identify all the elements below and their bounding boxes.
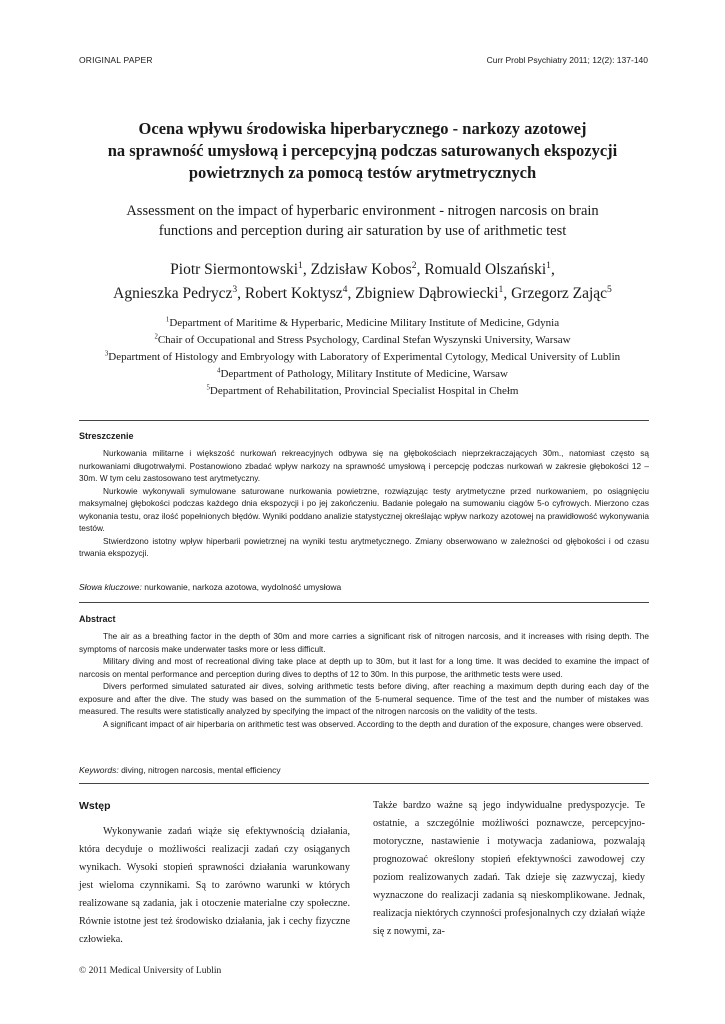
keywords-text: diving, nitrogen narcosis, mental efficiency	[121, 765, 281, 775]
author-affiliation-mark: 1	[498, 283, 504, 295]
author-name: Grzegorz Zając	[511, 285, 608, 302]
abstract-body	[79, 630, 649, 730]
author-line	[60, 258, 665, 282]
title-english-line: functions and perception during air saturation by use of arithmetic test	[158, 223, 567, 239]
author-name: Zdzisław Kobos	[310, 261, 412, 278]
keywords-polish	[79, 582, 649, 592]
author-affiliation-mark: 3	[232, 283, 238, 295]
abstract-paragraph: Nurkowie wykonywali symulowane saturowane nurkowania powietrzne, rozwiązując testy arytmetyczne przed nurkowaniem, po osiągnięciu maksymalnej głębokości podczas każdego dnia ekspozycji i po jej zakończeniu. Badanie polegało na sumowaniu ciągów 5-o cyfrowych. Mierzono czas wykonania testu, oraz ilość popełnionych błędów. Wyniki poddano analizie statystycznej określając wpływ narkozy azotowej na prawidłowość wykonywania testów.	[79, 485, 649, 533]
body-paragraph: Także bardzo ważne są jego indywidualne predyspozycje. Te ostatnie, a szczególnie możliwości poznawcze, percepcyjno-motoryczne, nastawienie i motywacja zadaniowa, pozwalają prognozować określony stopień efektywności zawodowej czy poziom realizowanych zadań. Tak dzieje się zazwyczaj, kiedy wyznaczone do realizacji zadania są nieskomplikowane. Jednak, realizacja niektórych czynności profesjonalnych czy działań wiąże się z nowymi, za-	[373, 800, 645, 937]
header-citation: Curr Probl Psychiatry 2011; 12(2): 137-140	[486, 55, 648, 65]
keywords-text: nurkowanie, narkoza azotowa, wydolność umysłowa	[144, 582, 342, 592]
author-line	[60, 282, 665, 306]
affiliation-text: Department of Histology and Embryology with Laboratory of Experimental Cytology, Medical University of Lublin	[108, 351, 621, 363]
affiliation-text: Department of Pathology, Military Institute of Medicine, Warsaw	[220, 368, 508, 380]
affiliation-item	[60, 332, 665, 349]
keywords-label: Keywords:	[79, 765, 119, 775]
section-heading-wstep: Wstęp	[79, 800, 111, 812]
affiliation-text: Department of Maritime & Hyperbaric, Medicine Military Institute of Medicine, Gdynia	[169, 317, 560, 329]
body-column-left	[79, 797, 350, 949]
title-polish-line: Ocena wpływu środowiska hiperbarycznego - narkozy azotowej	[138, 119, 587, 138]
streszczenie-heading: Streszczenie	[79, 431, 134, 441]
affiliation-number: 4	[217, 367, 221, 375]
affiliation-text: Department of Rehabilitation, Provincial Specialist Hospital in Chełm	[209, 385, 519, 397]
copyright-footer: © 2011 Medical University of Lublin	[79, 966, 222, 976]
title-polish-line: powietrznych za pomocą testów arytmetrycznych	[188, 163, 537, 182]
affiliation-item	[60, 366, 665, 383]
affiliation-list	[60, 315, 665, 400]
abstract-paragraph: The air as a breathing factor in the depth of 30m and more carries a significant risk of nitrogen narcosis, and it increases with rising depth. The symptoms of narcosis make underwater tasks more or less difficult.	[79, 631, 649, 654]
streszczenie-body	[79, 447, 649, 560]
author-separator: ,	[302, 261, 311, 278]
keywords-label: Słowa kluczowe:	[79, 582, 142, 592]
author-separator: ,	[347, 285, 356, 302]
abstract-paragraph: Military diving and most of recreational diving take place at depth up to 30m, but it last for a long time. It was decided to examine the impact of narcosis on mental performance and perception during dives to depths of 12 to 30m. In this purpose, the arithmetic tests were used.	[79, 656, 649, 679]
author-separator: ,	[550, 261, 555, 278]
affiliation-item	[60, 383, 665, 400]
abstract-paragraph: A significant impact of air hiperbaria on arithmetic test was observed. According to the depth and duration of the exposure, changes were observed.	[103, 718, 644, 729]
title-english-line: Assessment on the impact of hyperbaric environment - nitrogen narcosis on brain	[126, 203, 599, 219]
title-polish	[60, 118, 665, 184]
section-divider	[79, 783, 649, 784]
keywords-english	[79, 765, 649, 775]
title-english	[80, 201, 645, 241]
author-name: Romuald Olszański	[424, 261, 547, 278]
body-paragraph: Wykonywanie zadań wiąże się efektywnością działania, która decyduje o możliwości realizacji zadań czy osiąganych wynikach. Wysoki stopień sprawności działania warunkowany jest wieloma czynnikami. Są to zarówno warunki w których realizowane są zadania, jak i otoczenie materialne czy społeczne. Równie istotne jest też środowisko działania, jak i cechy fizyczne człowieka.	[79, 826, 350, 945]
affiliation-number: 5	[206, 384, 210, 392]
author-name: Agnieszka Pedrycz	[113, 285, 233, 302]
abstract-paragraph: Nurkowania militarne i większość nurkowań rekreacyjnych odbywa się na głębokościach nieprzekraczających 30m., natomiast często są nurkowaniami długotrwałymi. Postanowiono zbadać wpływ narkozy na sprawność umysłową i percepcję podczas nurkowań w zakresie głębokości 12 – 30m. W tym celu zastosowano test arytmetyczny.	[79, 448, 649, 483]
author-separator: ,	[503, 285, 512, 302]
abstract-paragraph: Stwierdzono istotny wpływ hiperbarii powietrznej na wyniki testu arytmetycznego. Zmiany obserwowano w zależności od głębokości i od czasu trwania ekspozycji.	[79, 535, 649, 558]
affiliation-text: Chair of Occupational and Stress Psychology, Cardinal Stefan Wyszynski University, Warsaw	[157, 334, 571, 346]
author-list	[60, 258, 665, 306]
header-section-label: ORIGINAL PAPER	[79, 55, 153, 65]
author-affiliation-mark: 2	[411, 259, 417, 271]
author-name: Robert Koktysz	[244, 285, 343, 302]
affiliation-number: 3	[104, 350, 109, 358]
affiliation-item	[60, 315, 665, 332]
affiliation-number: 2	[154, 333, 158, 341]
affiliation-number: 1	[165, 316, 170, 324]
author-affiliation-mark: 4	[342, 283, 348, 295]
author-name: Zbigniew Dąbrowiecki	[355, 285, 499, 302]
author-name: Piotr Siermontowski	[170, 261, 299, 278]
section-divider	[79, 602, 649, 603]
title-polish-line: na sprawność umysłową i percepcyjną podczas saturowanych ekspozycji	[107, 141, 618, 160]
author-separator: ,	[416, 261, 425, 278]
abstract-heading: Abstract	[79, 614, 116, 624]
author-affiliation-mark: 1	[546, 259, 551, 271]
body-column-right	[373, 797, 645, 941]
author-separator: ,	[237, 285, 245, 302]
author-affiliation-mark: 1	[298, 259, 303, 271]
author-affiliation-mark: 5	[607, 283, 612, 295]
section-divider	[79, 420, 649, 421]
affiliation-item	[60, 349, 665, 366]
abstract-paragraph: Divers performed simulated saturated air dives, solving arithmetic tests before diving, after reaching a maximum depth during each day of the exposure and after the dive. The study was based on the summation of the 5-numeral sequence. Time of the test and the number of mistakes was measured. The results were statistically analyzed by specifying the impact of the nitrogen narcosis on the validity of the tests.	[79, 681, 649, 716]
